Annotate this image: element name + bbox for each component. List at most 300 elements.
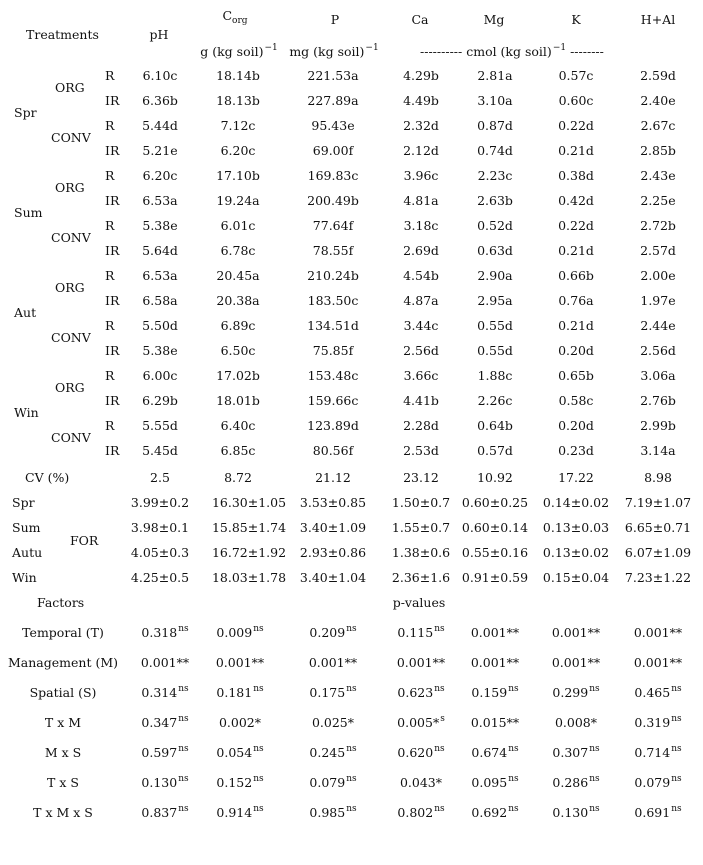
value-mg: 2.23c	[477, 168, 513, 183]
pvalue-number: 0.015**	[470, 715, 520, 730]
pvalue-hal	[634, 744, 682, 760]
value-p: 78.55f	[312, 243, 354, 258]
pvalue-k	[552, 657, 600, 670]
pvalue-number: 0.674	[471, 745, 508, 760]
value-p: 69.00f	[312, 143, 354, 158]
forest-value-ca: 1.50±0.7	[391, 495, 451, 510]
forest-value-ca: 2.36±1.6	[391, 570, 451, 585]
significance-mark: ns	[178, 774, 189, 784]
pvalue-number: 0.115	[397, 625, 434, 640]
significance-mark: ns	[671, 804, 682, 814]
value-ph: 5.45d	[142, 443, 178, 458]
value-corg: 18.01b	[216, 393, 260, 408]
value-corg: 20.45a	[216, 268, 260, 283]
value-p: 95.43e	[311, 118, 355, 133]
value-ph: 5.50d	[142, 318, 178, 333]
pvalue-k	[555, 717, 597, 730]
pvalue-ca	[397, 684, 445, 700]
pvalue-ca	[400, 777, 442, 790]
forest-value-hal: 6.07±1.09	[624, 545, 692, 560]
significance-mark: ns	[178, 624, 189, 634]
value-ph: 6.53a	[142, 193, 178, 208]
value-ca: 4.49b	[403, 93, 439, 108]
significance-mark: s	[440, 714, 445, 724]
value-k: 0.57c	[558, 68, 594, 83]
forest-value-mg: 0.60±0.25	[461, 495, 529, 510]
value-k: 0.42d	[558, 193, 594, 208]
value-ca: 2.12d	[403, 143, 439, 158]
pvalue-hal	[634, 774, 682, 790]
value-mg: 0.74d	[477, 143, 513, 158]
management-label: CONV	[51, 330, 91, 345]
pvalue-ph	[141, 714, 189, 730]
value-corg: 6.20c	[220, 143, 256, 158]
pvalue-number: 0.001**	[551, 655, 601, 670]
pvalue-number: 0.286	[552, 775, 589, 790]
pvalue-hal	[634, 684, 682, 700]
pvalue-p	[309, 684, 357, 700]
pvalue-k	[552, 684, 600, 700]
p-unit: mg (kg soil)$^{-1}$	[289, 43, 379, 59]
pvalue-number: 0.597	[141, 745, 178, 760]
value-ph: 5.21e	[142, 143, 178, 158]
irrigation-label: R	[105, 118, 115, 133]
value-corg: 6.89c	[220, 318, 256, 333]
pvalue-number: 0.314	[141, 685, 178, 700]
pvalue-number: 0.001**	[470, 625, 520, 640]
forest-value-ph: 3.98±0.1	[130, 520, 190, 535]
significance-mark: ns	[589, 744, 600, 754]
pvalue-number: 0.001**	[308, 655, 358, 670]
value-corg: 6.85c	[220, 443, 256, 458]
value-hal: 3.06a	[640, 368, 676, 383]
significance-mark: ns	[508, 684, 519, 694]
irrigation-label: IR	[105, 393, 120, 408]
value-ph: 5.38e	[142, 218, 178, 233]
significance-mark: ns	[253, 684, 264, 694]
pvalue-p	[309, 804, 357, 820]
pvalue-number: 0.009	[216, 625, 253, 640]
forest-value-p: 3.40±1.09	[299, 520, 367, 535]
forest-value-k: 0.13±0.03	[542, 520, 610, 535]
factor-name: M x S	[44, 745, 82, 760]
pvalue-p	[309, 744, 357, 760]
irrigation-label: R	[105, 368, 115, 383]
pvalue-number: 0.001**	[633, 655, 683, 670]
significance-mark: ns	[671, 684, 682, 694]
value-ca: 3.44c	[403, 318, 439, 333]
significance-mark: ns	[671, 744, 682, 754]
forest-value-k: 0.13±0.02	[542, 545, 610, 560]
value-ph: 6.36b	[142, 93, 178, 108]
pvalue-number: 0.318	[141, 625, 178, 640]
pvalue-number: 0.245	[309, 745, 346, 760]
pvalue-hal	[634, 627, 682, 640]
value-mg: 2.81a	[477, 68, 513, 83]
value-mg: 1.88c	[477, 368, 513, 383]
pvalue-number: 0.001**	[396, 655, 446, 670]
value-ph: 6.29b	[142, 393, 178, 408]
significance-mark: ns	[178, 804, 189, 814]
value-ca: 3.66c	[403, 368, 439, 383]
season-label: Sum	[14, 205, 43, 220]
value-hal: 2.85b	[640, 143, 676, 158]
value-hal: 2.76b	[640, 393, 676, 408]
significance-mark: ns	[253, 804, 264, 814]
corg-unit: g (kg soil)$^{-1}$	[200, 43, 278, 59]
season-label: Spr	[14, 105, 37, 120]
cv-label: CV (%)	[25, 470, 70, 485]
significance-mark: ns	[346, 774, 357, 784]
forest-value-corg: 16.30±1.05	[211, 495, 287, 510]
pvalue-ph	[141, 657, 189, 670]
value-k: 0.20d	[558, 343, 594, 358]
significance-mark: ns	[346, 684, 357, 694]
significance-mark: ns	[434, 744, 445, 754]
pvalue-number: 0.002*	[218, 715, 262, 730]
significance-mark: ns	[346, 624, 357, 634]
value-hal: 2.99b	[640, 418, 676, 433]
value-ca: 4.29b	[403, 68, 439, 83]
value-ca: 2.56d	[403, 343, 439, 358]
cv-value-ca: 23.12	[403, 470, 439, 485]
cv-value-ph: 2.5	[150, 470, 170, 485]
pvalue-ca	[397, 744, 445, 760]
pvalue-k	[552, 804, 600, 820]
forest-value-hal: 6.65±0.71	[624, 520, 692, 535]
management-label: CONV	[51, 430, 91, 445]
pvalue-number: 0.299	[552, 685, 589, 700]
significance-mark: ns	[589, 774, 600, 784]
pvalue-p	[309, 624, 357, 640]
value-ca: 2.69d	[403, 243, 439, 258]
significance-mark: ns	[434, 684, 445, 694]
value-mg: 0.64b	[477, 418, 513, 433]
significance-mark: ns	[508, 744, 519, 754]
pvalue-number: 0.209	[309, 625, 346, 640]
col-header-corg: $C_{org}$	[222, 8, 248, 26]
value-k: 0.65b	[558, 368, 594, 383]
pvalue-number: 0.159	[471, 685, 508, 700]
value-p: 80.56f	[312, 443, 354, 458]
significance-mark: ns	[589, 684, 600, 694]
value-ca: 4.54b	[403, 268, 439, 283]
forest-value-ph: 4.05±0.3	[130, 545, 190, 560]
value-p: 123.89d	[307, 418, 359, 433]
pvalue-ca	[397, 804, 445, 820]
value-ph: 6.53a	[142, 268, 178, 283]
value-ph: 6.10c	[142, 68, 178, 83]
irrigation-label: R	[105, 168, 115, 183]
forest-value-p: 2.93±0.86	[299, 545, 367, 560]
value-p: 159.66c	[307, 393, 359, 408]
value-corg: 19.24a	[216, 193, 260, 208]
pvalue-number: 0.001**	[470, 655, 520, 670]
col-header-hal: H+Al	[640, 12, 676, 27]
value-corg: 6.50c	[220, 343, 256, 358]
pvalue-number: 0.001**	[140, 655, 190, 670]
significance-mark: ns	[178, 684, 189, 694]
value-ca: 3.18c	[403, 218, 439, 233]
value-k: 0.22d	[558, 218, 594, 233]
pvalue-ca	[397, 657, 445, 670]
significance-mark: ns	[346, 804, 357, 814]
pvalue-corg	[216, 774, 264, 790]
value-ph: 6.00c	[142, 368, 178, 383]
pvalue-ph	[141, 624, 189, 640]
pvalue-mg	[471, 774, 519, 790]
forest-season-label: Sum	[12, 520, 41, 535]
pvalue-mg	[471, 804, 519, 820]
factors-label: Factors	[37, 595, 85, 610]
value-hal: 2.43e	[640, 168, 676, 183]
cv-value-p: 21.12	[315, 470, 351, 485]
value-p: 75.85f	[312, 343, 354, 358]
value-mg: 0.57d	[477, 443, 513, 458]
pvalue-hal	[634, 657, 682, 670]
value-hal: 2.59d	[640, 68, 676, 83]
pvalue-number: 0.623	[397, 685, 434, 700]
pvalue-number: 0.054	[216, 745, 253, 760]
pvalue-corg	[216, 624, 264, 640]
cv-value-k: 17.22	[558, 470, 594, 485]
pvalue-ca	[397, 714, 445, 730]
significance-mark: ns	[178, 744, 189, 754]
pvalue-p	[309, 774, 357, 790]
forest-value-hal: 7.19±1.07	[624, 495, 692, 510]
factor-name: Management (M)	[7, 655, 119, 670]
pvalue-number: 0.802	[397, 805, 434, 820]
forest-value-corg: 16.72±1.92	[211, 545, 287, 560]
value-hal: 2.56d	[640, 343, 676, 358]
pvalue-hal	[634, 714, 682, 730]
value-p: 153.48c	[307, 368, 359, 383]
pvalue-number: 0.465	[634, 685, 671, 700]
irrigation-label: R	[105, 68, 115, 83]
forest-label: FOR	[70, 533, 99, 548]
value-corg: 20.38a	[216, 293, 260, 308]
value-ca: 2.53d	[403, 443, 439, 458]
value-ph: 6.58a	[142, 293, 178, 308]
value-hal: 2.00e	[640, 268, 676, 283]
value-p: 77.64f	[312, 218, 354, 233]
value-ca: 2.28d	[403, 418, 439, 433]
value-ph: 5.44d	[142, 118, 178, 133]
pvalue-number: 0.005*	[397, 715, 440, 730]
pvalue-mg	[471, 684, 519, 700]
pvalue-number: 0.130	[552, 805, 589, 820]
irrigation-label: IR	[105, 193, 120, 208]
management-label: ORG	[55, 280, 85, 295]
pvalue-number: 0.079	[309, 775, 346, 790]
forest-value-ph: 4.25±0.5	[130, 570, 190, 585]
management-label: CONV	[51, 130, 91, 145]
value-ph: 5.55d	[142, 418, 178, 433]
pvalue-number: 0.130	[141, 775, 178, 790]
pvalue-p	[312, 717, 354, 730]
value-k: 0.38d	[558, 168, 594, 183]
value-k: 0.22d	[558, 118, 594, 133]
value-corg: 17.10b	[216, 168, 260, 183]
pvalue-number: 0.043*	[399, 775, 443, 790]
value-hal: 2.72b	[640, 218, 676, 233]
value-ca: 3.96c	[403, 168, 439, 183]
pvalue-number: 0.001**	[551, 625, 601, 640]
value-k: 0.23d	[558, 443, 594, 458]
value-ca: 2.32d	[403, 118, 439, 133]
management-label: ORG	[55, 80, 85, 95]
value-mg: 0.87d	[477, 118, 513, 133]
value-hal: 2.57d	[640, 243, 676, 258]
value-p: 227.89a	[307, 93, 359, 108]
value-ph: 5.38e	[142, 343, 178, 358]
value-mg: 0.52d	[477, 218, 513, 233]
value-hal: 3.14a	[640, 443, 676, 458]
significance-mark: ns	[178, 714, 189, 724]
treatments-header: Treatments	[26, 27, 99, 42]
pvalue-number: 0.837	[141, 805, 178, 820]
value-hal: 2.40e	[640, 93, 676, 108]
forest-value-hal: 7.23±1.22	[624, 570, 692, 585]
forest-value-mg: 0.55±0.16	[461, 545, 529, 560]
significance-mark: ns	[434, 804, 445, 814]
cmol-unit: ---------- cmol (kg soil)$^{-1}$ --------	[420, 43, 604, 59]
value-p: 183.50c	[307, 293, 359, 308]
pvalue-number: 0.714	[634, 745, 671, 760]
value-corg: 6.01c	[220, 218, 256, 233]
pvalue-number: 0.985	[309, 805, 346, 820]
value-corg: 6.78c	[220, 243, 256, 258]
pvalue-number: 0.620	[397, 745, 434, 760]
significance-mark: ns	[671, 774, 682, 784]
factor-name: Temporal (T)	[22, 625, 104, 640]
pvalue-number: 0.001**	[215, 655, 265, 670]
value-k: 0.21d	[558, 243, 594, 258]
pvalue-mg	[471, 717, 519, 730]
pvalue-corg	[219, 717, 261, 730]
value-ph: 5.64d	[142, 243, 178, 258]
value-p: 169.83c	[307, 168, 359, 183]
pvalue-k	[552, 627, 600, 640]
col-header-ph: pH	[149, 27, 169, 42]
management-label: ORG	[55, 380, 85, 395]
pvalue-mg	[471, 657, 519, 670]
pvalue-k	[552, 744, 600, 760]
pvalue-k	[552, 774, 600, 790]
significance-mark: ns	[346, 744, 357, 754]
forest-value-corg: 18.03±1.78	[211, 570, 287, 585]
pvalue-ph	[141, 774, 189, 790]
forest-value-ca: 1.38±0.6	[391, 545, 451, 560]
col-header-k: K	[571, 12, 581, 27]
value-corg: 7.12c	[220, 118, 256, 133]
value-mg: 0.63d	[477, 243, 513, 258]
irrigation-label: R	[105, 318, 115, 333]
cv-value-hal: 8.98	[644, 470, 672, 485]
col-header-mg: Mg	[483, 12, 505, 27]
value-ca: 4.87a	[403, 293, 439, 308]
forest-value-mg: 0.91±0.59	[461, 570, 529, 585]
pvalue-number: 0.692	[471, 805, 508, 820]
pvalue-ph	[141, 744, 189, 760]
value-corg: 18.13b	[216, 93, 260, 108]
cv-value-corg: 8.72	[224, 470, 252, 485]
irrigation-label: R	[105, 418, 115, 433]
pvalue-number: 0.025*	[311, 715, 355, 730]
forest-value-k: 0.15±0.04	[542, 570, 610, 585]
value-p: 200.49b	[307, 193, 359, 208]
forest-season-label: Autu	[12, 545, 43, 560]
value-ca: 4.41b	[403, 393, 439, 408]
forest-value-p: 3.53±0.85	[299, 495, 367, 510]
value-k: 0.66b	[558, 268, 594, 283]
irrigation-label: IR	[105, 243, 120, 258]
forest-value-k: 0.14±0.02	[542, 495, 610, 510]
significance-mark: ns	[253, 744, 264, 754]
pvalue-number: 0.152	[216, 775, 253, 790]
value-corg: 6.40c	[220, 418, 256, 433]
value-mg: 2.95a	[477, 293, 513, 308]
value-mg: 2.90a	[477, 268, 513, 283]
value-p: 210.24b	[307, 268, 359, 283]
pvalue-mg	[471, 744, 519, 760]
forest-season-label: Spr	[12, 495, 35, 510]
value-ph: 6.20c	[142, 168, 178, 183]
value-hal: 2.25e	[640, 193, 676, 208]
factor-name: T x M x S	[33, 805, 93, 820]
forest-value-mg: 0.60±0.14	[461, 520, 529, 535]
value-k: 0.58c	[558, 393, 594, 408]
significance-mark: ns	[253, 774, 264, 784]
significance-mark: ns	[589, 804, 600, 814]
factor-name: T x S	[47, 775, 79, 790]
forest-value-corg: 15.85±1.74	[211, 520, 287, 535]
pvalue-corg	[216, 744, 264, 760]
forest-value-p: 3.40±1.04	[299, 570, 367, 585]
value-hal: 2.44e	[640, 318, 676, 333]
pvalue-p	[309, 657, 357, 670]
value-p: 134.51d	[307, 318, 359, 333]
value-k: 0.21d	[558, 143, 594, 158]
value-ca: 4.81a	[403, 193, 439, 208]
forest-season-label: Win	[12, 570, 37, 585]
value-mg: 0.55d	[477, 343, 513, 358]
value-corg: 18.14b	[216, 68, 260, 83]
pvalue-number: 0.181	[216, 685, 253, 700]
value-mg: 2.26c	[477, 393, 513, 408]
pvalue-number: 0.175	[309, 685, 346, 700]
pvalue-number: 0.001**	[633, 625, 683, 640]
pvalues-label: p-values	[392, 595, 446, 610]
value-mg: 0.55d	[477, 318, 513, 333]
value-k: 0.21d	[558, 318, 594, 333]
significance-mark: ns	[508, 774, 519, 784]
pvalue-ph	[141, 684, 189, 700]
irrigation-label: IR	[105, 143, 120, 158]
management-label: CONV	[51, 230, 91, 245]
value-k: 0.76a	[558, 293, 594, 308]
pvalue-number: 0.008*	[554, 715, 598, 730]
pvalue-number: 0.307	[552, 745, 589, 760]
pvalue-hal	[634, 804, 682, 820]
pvalue-ph	[141, 804, 189, 820]
value-k: 0.20d	[558, 418, 594, 433]
value-mg: 3.10a	[477, 93, 513, 108]
significance-mark: ns	[508, 804, 519, 814]
value-hal: 2.67c	[640, 118, 676, 133]
significance-mark: ns	[253, 624, 264, 634]
pvalue-number: 0.914	[216, 805, 253, 820]
